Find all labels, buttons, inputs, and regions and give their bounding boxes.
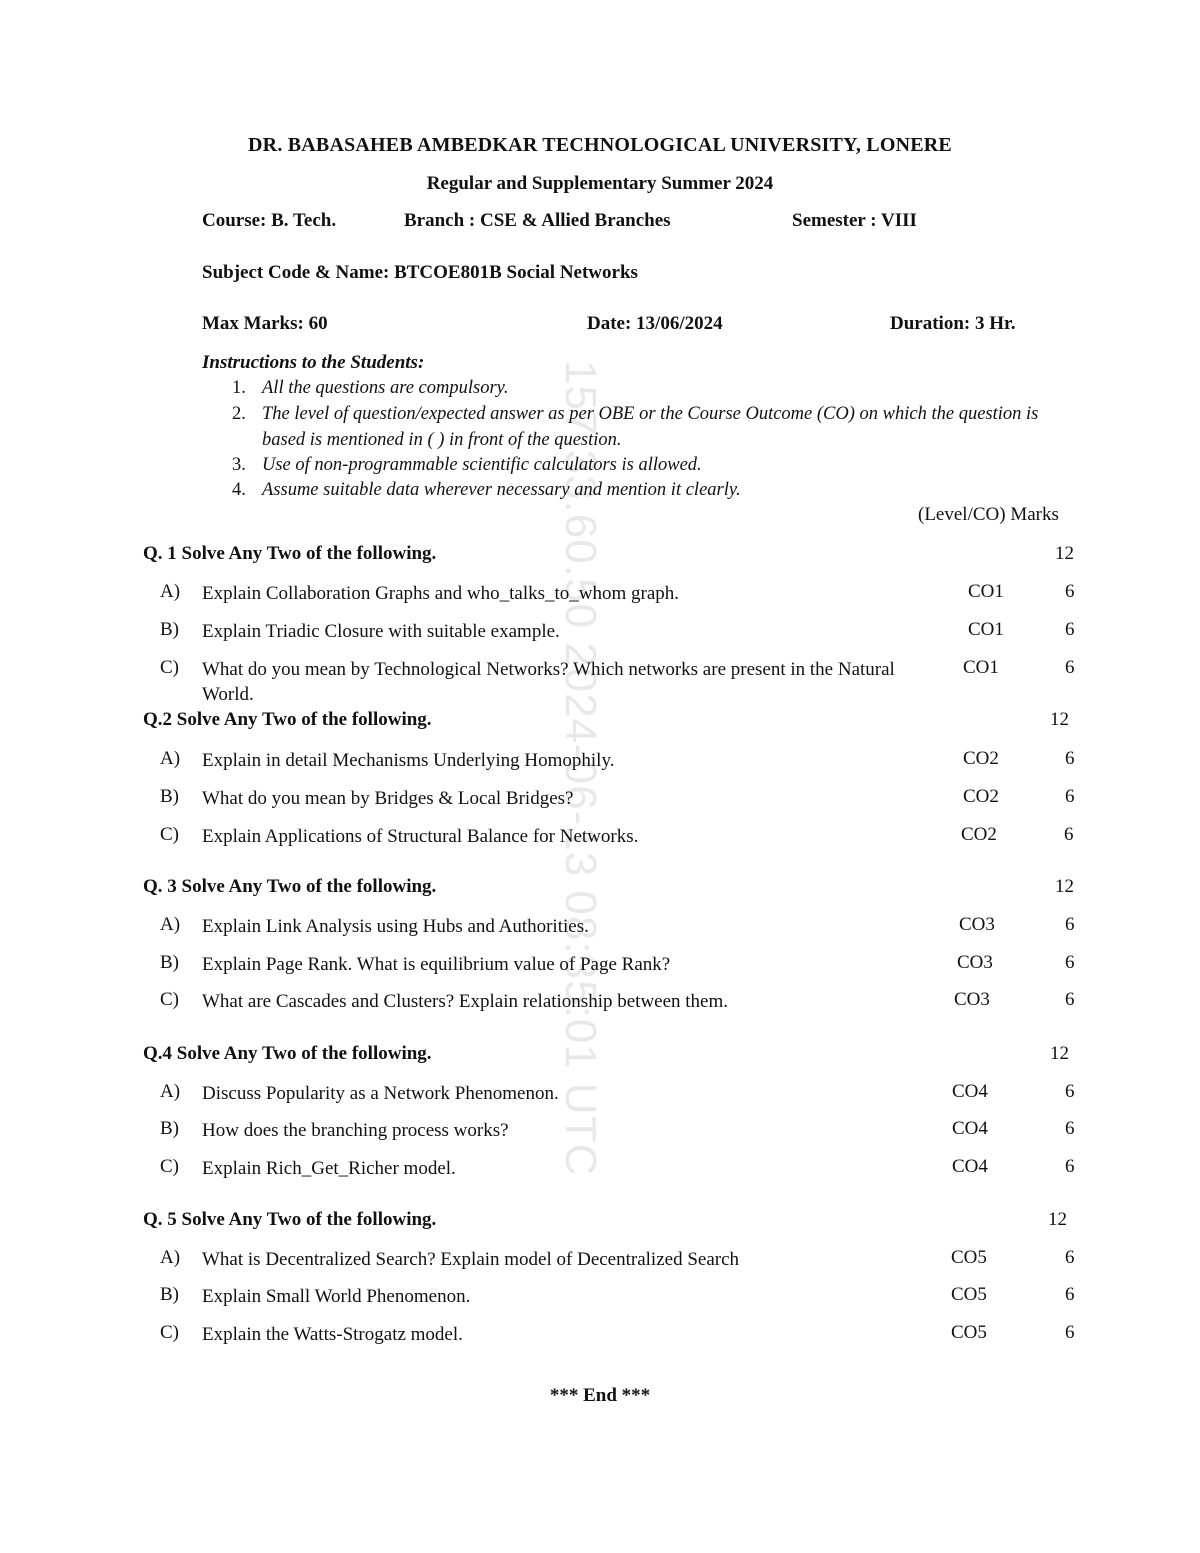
question-marks: 12 [1055, 543, 1074, 564]
course-outcome: CO1 [968, 619, 1004, 640]
sub-question-letter: A) [160, 1081, 181, 1102]
instructions-title: Instructions to the Students: [202, 352, 425, 373]
question-marks: 12 [1055, 876, 1074, 897]
sub-question-text: Explain Triadic Closure with suitable example. [202, 621, 560, 642]
sub-question-text: Explain Page Rank. What is equilibrium value of Page Rank? [202, 954, 671, 975]
question-marks: 12 [1050, 709, 1069, 730]
sub-question-text: What do you mean by Bridges & Local Bridges? [202, 788, 574, 809]
question-marks: 12 [1048, 1209, 1067, 1230]
max-marks-label: Max Marks: 60 [202, 313, 328, 334]
sub-question-text: Explain Link Analysis using Hubs and Authorities. [202, 916, 589, 937]
sub-question-letter: B) [160, 786, 179, 807]
sub-question-marks: 6 [1065, 581, 1075, 602]
sub-question-marks: 6 [1065, 952, 1075, 973]
course-outcome: CO5 [951, 1322, 987, 1343]
course-outcome: CO5 [951, 1247, 987, 1268]
sub-question-marks: 6 [1065, 914, 1075, 935]
sub-question-text: Explain Collaboration Graphs and who_talks_to_whom graph. [202, 583, 680, 604]
instruction-number: 1. [232, 378, 246, 398]
course-outcome: CO4 [952, 1081, 988, 1102]
sub-question-letter: B) [160, 1284, 179, 1305]
course-outcome: CO3 [959, 914, 995, 935]
sub-question-marks: 6 [1065, 619, 1075, 640]
sub-question-letter: A) [160, 748, 181, 769]
course-label: Course: B. Tech. [202, 210, 337, 231]
semester-label: Semester : VIII [792, 210, 917, 231]
sub-question-letter: C) [160, 1156, 179, 1177]
sub-question-text: Explain Applications of Structural Balance for Networks. [202, 826, 639, 847]
sub-question-marks: 6 [1065, 1247, 1075, 1268]
course-outcome: CO2 [963, 748, 999, 769]
sub-question-text: How does the branching process works? [202, 1120, 509, 1141]
question-title: Q. 3 Solve Any Two of the following. [143, 876, 437, 897]
question-title: Q. 5 Solve Any Two of the following. [143, 1209, 437, 1230]
duration-label: Duration: 3 Hr. [890, 313, 1016, 334]
question-title: Q.4 Solve Any Two of the following. [143, 1043, 432, 1064]
subject-label: Subject Code & Name: BTCOE801B Social Networks [202, 262, 638, 283]
instruction-text: All the questions are compulsory. [262, 378, 509, 398]
branch-label: Branch : CSE & Allied Branches [404, 210, 671, 231]
instruction-item [232, 402, 1072, 453]
sub-question-marks: 6 [1065, 748, 1075, 769]
sub-question-marks: 6 [1065, 1156, 1075, 1177]
sub-question-text: What do you mean by Technological Networks? Which networks are present in the Natural World. [202, 659, 895, 705]
sub-question-letter: B) [160, 619, 179, 640]
sub-question-text: Discuss Popularity as a Network Phenomenon. [202, 1083, 559, 1104]
sub-question-text: What are Cascades and Clusters? Explain relationship between them. [202, 991, 729, 1012]
course-outcome: CO2 [963, 786, 999, 807]
course-outcome: CO2 [961, 824, 997, 845]
sub-question-text: Explain Small World Phenomenon. [202, 1286, 471, 1307]
course-outcome: CO1 [968, 581, 1004, 602]
course-outcome: CO3 [954, 989, 990, 1010]
sub-question-text: Explain in detail Mechanisms Underlying Homophily. [202, 750, 615, 771]
sub-question-marks: 6 [1065, 657, 1075, 678]
instruction-item [232, 376, 1072, 401]
course-outcome: CO4 [952, 1118, 988, 1139]
sub-question-letter: B) [160, 1118, 179, 1139]
instruction-number: 2. [232, 404, 246, 424]
sub-question-letter: A) [160, 1247, 181, 1268]
sub-question-letter: C) [160, 657, 179, 678]
instruction-item [232, 478, 1072, 503]
instruction-text: Assume suitable data wherever necessary and mention it clearly. [262, 480, 741, 500]
instruction-number: 4. [232, 480, 246, 500]
date-label: Date: 13/06/2024 [587, 313, 723, 334]
sub-question-text: Explain the Watts-Strogatz model. [202, 1324, 463, 1345]
question-title: Q.2 Solve Any Two of the following. [143, 709, 432, 730]
course-outcome: CO4 [952, 1156, 988, 1177]
instruction-text: The level of question/expected answer as per OBE or the Course Outcome (CO) on which the question is based is mentioned in ( ) in front of the question. [262, 404, 1039, 450]
question-title: Q. 1 Solve Any Two of the following. [143, 543, 437, 564]
instruction-number: 3. [232, 455, 246, 475]
course-outcome: CO1 [963, 657, 999, 678]
instruction-item [232, 453, 1072, 478]
course-outcome: CO5 [951, 1284, 987, 1305]
sub-question-marks: 6 [1065, 786, 1075, 807]
end-marker: *** End *** [549, 1385, 651, 1406]
sub-question-text: What is Decentralized Search? Explain model of Decentralized Search [202, 1249, 740, 1270]
instruction-text: Use of non-programmable scientific calculators is allowed. [262, 455, 702, 475]
university-name: DR. BABASAHEB AMBEDKAR TECHNOLOGICAL UNIVERSITY, LONERE [248, 134, 952, 156]
sub-question-letter: B) [160, 952, 179, 973]
column-header: (Level/CO) Marks [918, 504, 1059, 525]
sub-question-marks: 6 [1065, 1284, 1075, 1305]
question-marks: 12 [1050, 1043, 1069, 1064]
sub-question-letter: A) [160, 914, 181, 935]
sub-question-letter: C) [160, 989, 179, 1010]
sub-question-marks: 6 [1065, 1081, 1075, 1102]
sub-question-letter: A) [160, 581, 181, 602]
watermark: 157.33.60.50 2024-06-13 08:35:01 UTC [556, 360, 605, 1177]
sub-question-marks: 6 [1065, 1322, 1075, 1343]
sub-question-marks: 6 [1065, 989, 1075, 1010]
sub-question-marks: 6 [1065, 1118, 1075, 1139]
course-outcome: CO3 [957, 952, 993, 973]
sub-question-text: Explain Rich_Get_Richer model. [202, 1158, 456, 1179]
sub-question-letter: C) [160, 824, 179, 845]
exam-title: Regular and Supplementary Summer 2024 [426, 173, 774, 194]
sub-question-letter: C) [160, 1322, 179, 1343]
sub-question-marks: 6 [1064, 824, 1074, 845]
